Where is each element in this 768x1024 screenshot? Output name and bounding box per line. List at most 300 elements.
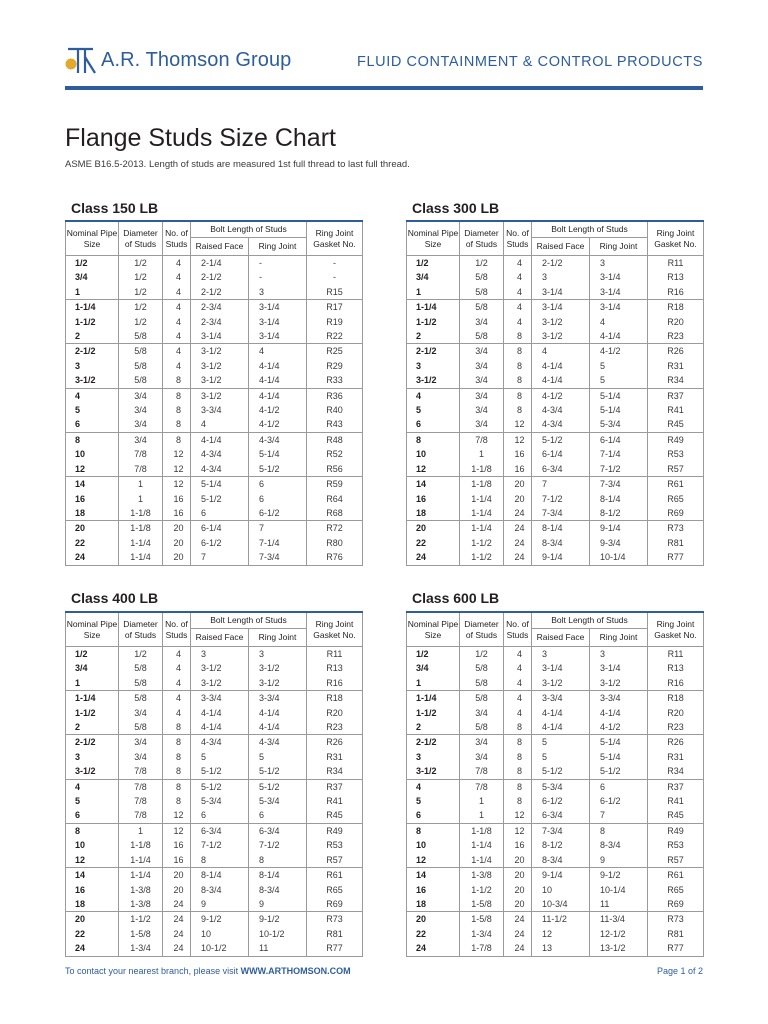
nominal-pipe-size: 3 [407, 359, 460, 373]
ring-joint-length: 5-1/4 [590, 388, 648, 403]
page-header [65, 44, 703, 78]
table-row [407, 477, 704, 492]
gasket-number: R41 [648, 794, 704, 808]
table-row [407, 403, 704, 417]
gasket-number: R65 [648, 883, 704, 897]
table-row [66, 661, 363, 675]
table-row [407, 270, 704, 284]
gasket-number: R23 [648, 329, 704, 344]
nominal-pipe-size: 16 [66, 492, 119, 506]
nominal-pipe-size: 3/4 [66, 661, 119, 675]
table-row [407, 927, 704, 941]
gasket-number: - [307, 256, 363, 271]
stud-count: 20 [163, 521, 191, 536]
table-row [407, 691, 704, 706]
ring-joint-length: 12-1/2 [590, 927, 648, 941]
nominal-pipe-size: 8 [66, 823, 119, 838]
stud-diameter: 1-1/4 [460, 506, 504, 521]
stud-count: 8 [504, 750, 532, 764]
raised-face-length: 8 [191, 853, 249, 868]
stud-diameter: 1-3/4 [460, 927, 504, 941]
stud-count: 24 [504, 927, 532, 941]
stud-count: 4 [504, 676, 532, 691]
nominal-pipe-size: 22 [66, 536, 119, 550]
stud-diameter: 1 [460, 808, 504, 823]
ring-joint-length: 5-3/4 [249, 794, 307, 808]
stud-count: 12 [163, 447, 191, 461]
website-link[interactable]: WWW.ARTHOMSON.COM [240, 966, 351, 976]
table-row [407, 912, 704, 927]
table-row [407, 285, 704, 300]
stud-count: 8 [504, 720, 532, 735]
raised-face-length: 3-1/2 [532, 315, 590, 329]
gasket-number: R57 [648, 462, 704, 477]
table-row [407, 750, 704, 764]
ring-joint-length: 9-1/4 [590, 521, 648, 536]
gasket-number: R34 [648, 764, 704, 779]
raised-face-length: 3-1/2 [191, 388, 249, 403]
raised-face-length: 3 [532, 647, 590, 662]
stud-diameter: 1/2 [460, 647, 504, 662]
ring-joint-length: 8 [590, 823, 648, 838]
column-header-ring-joint: Ring Joint [590, 629, 648, 647]
class-300-lb-heading: Class 300 LB [412, 200, 500, 216]
stud-count: 12 [504, 432, 532, 447]
nominal-pipe-size: 24 [66, 941, 119, 956]
stud-count: 4 [163, 344, 191, 359]
table-row [407, 521, 704, 536]
column-header-count: No. of Studs [163, 221, 191, 256]
ring-joint-length: 4-1/4 [249, 388, 307, 403]
ring-joint-length: 4 [590, 315, 648, 329]
stud-count: 20 [163, 868, 191, 883]
nominal-pipe-size: 10 [66, 447, 119, 461]
gasket-number: R73 [307, 912, 363, 927]
nominal-pipe-size: 1-1/4 [407, 300, 460, 315]
table-row [66, 941, 363, 956]
nominal-pipe-size: 14 [66, 868, 119, 883]
ring-joint-length: 11 [590, 897, 648, 912]
gasket-number: R41 [648, 403, 704, 417]
stud-diameter: 5/8 [119, 691, 163, 706]
nominal-pipe-size: 1-1/4 [66, 300, 119, 315]
table-row [66, 359, 363, 373]
stud-diameter: 5/8 [460, 661, 504, 675]
gasket-number: R20 [307, 706, 363, 720]
table-row [66, 462, 363, 477]
stud-count: 8 [504, 344, 532, 359]
stud-diameter: 5/8 [119, 720, 163, 735]
table-row [407, 492, 704, 506]
gasket-number: R16 [648, 676, 704, 691]
page-title: Flange Studs Size Chart [65, 124, 336, 152]
stud-diameter: 3/4 [460, 373, 504, 388]
logo-mark-icon [65, 44, 99, 74]
raised-face-length: 2-1/4 [191, 256, 249, 271]
ring-joint-length: 9-3/4 [590, 536, 648, 550]
ring-joint-length: 5-1/2 [249, 779, 307, 794]
nominal-pipe-size: 1-1/2 [407, 315, 460, 329]
ring-joint-length: 3-3/4 [249, 691, 307, 706]
table-row [407, 661, 704, 675]
raised-face-length: 3 [532, 270, 590, 284]
table-row [407, 764, 704, 779]
ring-joint-length: 13-1/2 [590, 941, 648, 956]
stud-diameter: 3/4 [119, 417, 163, 432]
raised-face-length: 6-3/4 [532, 462, 590, 477]
class-400-lb-table [65, 611, 363, 957]
stud-count: 8 [163, 750, 191, 764]
stud-diameter: 1 [119, 477, 163, 492]
table-row [66, 794, 363, 808]
raised-face-length: 5 [532, 750, 590, 764]
ring-joint-length: 5-1/4 [590, 735, 648, 750]
stud-diameter: 7/8 [119, 447, 163, 461]
nominal-pipe-size: 3-1/2 [407, 764, 460, 779]
table-row [66, 868, 363, 883]
ring-joint-length: 5 [590, 359, 648, 373]
nominal-pipe-size: 12 [66, 462, 119, 477]
ring-joint-length: 10-1/2 [249, 927, 307, 941]
raised-face-length: 8-3/4 [532, 853, 590, 868]
gasket-number: R31 [648, 359, 704, 373]
stud-diameter: 1/2 [119, 300, 163, 315]
raised-face-length: 5 [191, 750, 249, 764]
gasket-number: R26 [648, 344, 704, 359]
nominal-pipe-size: 2-1/2 [66, 735, 119, 750]
stud-diameter: 1-5/8 [460, 897, 504, 912]
nominal-pipe-size: 1 [407, 285, 460, 300]
table-row [407, 897, 704, 912]
stud-diameter: 1-1/4 [119, 550, 163, 565]
table-row [66, 764, 363, 779]
gasket-number: R57 [307, 853, 363, 868]
stud-diameter: 5/8 [460, 676, 504, 691]
table-row [66, 883, 363, 897]
stud-diameter: 1 [119, 492, 163, 506]
stud-diameter: 3/4 [460, 750, 504, 764]
stud-diameter: 5/8 [460, 285, 504, 300]
column-header-gasket: Ring Joint Gasket No. [648, 221, 704, 256]
nominal-pipe-size: 18 [66, 897, 119, 912]
stud-diameter: 3/4 [460, 403, 504, 417]
stud-count: 24 [504, 536, 532, 550]
raised-face-length: 7 [532, 477, 590, 492]
raised-face-length: 5-1/2 [532, 432, 590, 447]
raised-face-length: 3-1/2 [532, 329, 590, 344]
table-row [407, 853, 704, 868]
stud-count: 4 [163, 706, 191, 720]
stud-diameter: 1/2 [119, 285, 163, 300]
stud-count: 12 [163, 823, 191, 838]
raised-face-length: 12 [532, 927, 590, 941]
stud-count: 20 [504, 853, 532, 868]
gasket-number: R11 [648, 647, 704, 662]
stud-count: 20 [504, 883, 532, 897]
table-row [66, 853, 363, 868]
company-logo[interactable] [65, 44, 295, 74]
table-row [66, 838, 363, 852]
raised-face-length: 13 [532, 941, 590, 956]
ring-joint-length: 7-1/4 [249, 536, 307, 550]
stud-count: 8 [504, 373, 532, 388]
raised-face-length: 2-1/2 [532, 256, 590, 271]
column-header-bolt-length: Bolt Length of Studs [532, 612, 648, 629]
stud-count: 4 [504, 315, 532, 329]
table-row [407, 823, 704, 838]
stud-count: 8 [504, 794, 532, 808]
raised-face-length: 3-1/4 [532, 300, 590, 315]
raised-face-length: 9 [191, 897, 249, 912]
raised-face-length: 6 [191, 808, 249, 823]
table-row [66, 927, 363, 941]
gasket-number: R81 [648, 927, 704, 941]
table-row [66, 897, 363, 912]
nominal-pipe-size: 18 [66, 506, 119, 521]
nominal-pipe-size: 14 [407, 477, 460, 492]
ring-joint-length: 7-1/2 [590, 462, 648, 477]
gasket-number: R18 [307, 691, 363, 706]
raised-face-length: 3-3/4 [191, 403, 249, 417]
column-header-bolt-length: Bolt Length of Studs [191, 221, 307, 238]
stud-diameter: 5/8 [119, 676, 163, 691]
gasket-number: R65 [307, 883, 363, 897]
ring-joint-length: 5-1/4 [590, 750, 648, 764]
gasket-number: R73 [648, 912, 704, 927]
stud-count: 8 [163, 417, 191, 432]
column-header-bolt-length: Bolt Length of Studs [532, 221, 648, 238]
gasket-number: R33 [307, 373, 363, 388]
nominal-pipe-size: 1-1/2 [407, 706, 460, 720]
table-row [407, 417, 704, 432]
column-header-diameter: Diameter of Studs [119, 221, 163, 256]
table-row [66, 735, 363, 750]
table-row [66, 706, 363, 720]
raised-face-length: 3-1/2 [532, 676, 590, 691]
raised-face-length: 6-1/2 [532, 794, 590, 808]
stud-diameter: 7/8 [119, 462, 163, 477]
stud-diameter: 1-1/2 [460, 536, 504, 550]
raised-face-length: 4-1/4 [532, 373, 590, 388]
table-row [66, 477, 363, 492]
stud-count: 20 [163, 883, 191, 897]
gasket-number: R53 [648, 447, 704, 461]
ring-joint-length: 5 [249, 750, 307, 764]
stud-diameter: 1-1/8 [460, 477, 504, 492]
ring-joint-length: 8-3/4 [590, 838, 648, 852]
gasket-number: R11 [307, 647, 363, 662]
stud-count: 8 [163, 735, 191, 750]
ring-joint-length: 5-1/2 [590, 764, 648, 779]
raised-face-length: 7 [191, 550, 249, 565]
stud-diameter: 1-7/8 [460, 941, 504, 956]
class-600-lb-table [406, 611, 704, 957]
ring-joint-length: 8-3/4 [249, 883, 307, 897]
nominal-pipe-size: 1/2 [407, 647, 460, 662]
gasket-number: R41 [307, 794, 363, 808]
ring-joint-length: 10-1/4 [590, 883, 648, 897]
table-row [66, 823, 363, 838]
stud-count: 24 [504, 521, 532, 536]
raised-face-length: 3-1/2 [191, 373, 249, 388]
stud-count: 4 [163, 359, 191, 373]
stud-diameter: 5/8 [460, 720, 504, 735]
stud-count: 12 [163, 808, 191, 823]
gasket-number: R69 [307, 897, 363, 912]
ring-joint-length: 7 [590, 808, 648, 823]
raised-face-length: 3-1/4 [532, 285, 590, 300]
class-300-lb-table [406, 220, 704, 566]
raised-face-length: 2-1/2 [191, 285, 249, 300]
stud-diameter: 1-1/8 [460, 823, 504, 838]
nominal-pipe-size: 20 [407, 912, 460, 927]
stud-diameter: 3/4 [119, 706, 163, 720]
gasket-number: R37 [307, 779, 363, 794]
ring-joint-length: 3-1/4 [249, 329, 307, 344]
table-row [66, 447, 363, 461]
stud-diameter: 1/2 [119, 270, 163, 284]
nominal-pipe-size: 5 [407, 403, 460, 417]
table-row [66, 388, 363, 403]
ring-joint-length: 5-1/2 [249, 462, 307, 477]
raised-face-length: 4-3/4 [532, 417, 590, 432]
gasket-number: R61 [648, 868, 704, 883]
nominal-pipe-size: 8 [66, 432, 119, 447]
stud-count: 4 [163, 300, 191, 315]
stud-count: 4 [163, 329, 191, 344]
gasket-number: R13 [648, 661, 704, 675]
column-header-diameter: Diameter of Studs [460, 612, 504, 647]
page-number: Page 1 of 2 [656, 966, 703, 976]
stud-count: 4 [504, 661, 532, 675]
gasket-number: R37 [648, 779, 704, 794]
stud-count: 16 [163, 838, 191, 852]
column-header-diameter: Diameter of Studs [119, 612, 163, 647]
stud-count: 20 [504, 477, 532, 492]
gasket-number: R49 [648, 432, 704, 447]
ring-joint-length: 3 [590, 647, 648, 662]
stud-count: 8 [504, 735, 532, 750]
nominal-pipe-size: 1/2 [407, 256, 460, 271]
stud-count: 8 [163, 388, 191, 403]
stud-count: 24 [163, 912, 191, 927]
stud-diameter: 5/8 [460, 691, 504, 706]
gasket-number: R37 [648, 388, 704, 403]
stud-count: 4 [504, 270, 532, 284]
gasket-number: R18 [648, 691, 704, 706]
stud-diameter: 5/8 [119, 661, 163, 675]
column-header-raised-face: Raised Face [532, 238, 590, 256]
stud-diameter: 1-5/8 [460, 912, 504, 927]
stud-diameter: 1-1/8 [119, 521, 163, 536]
raised-face-length: 2-3/4 [191, 315, 249, 329]
ring-joint-length: 3-1/4 [590, 300, 648, 315]
gasket-number: R81 [648, 536, 704, 550]
stud-count: 24 [504, 506, 532, 521]
ring-joint-length: - [249, 256, 307, 271]
ring-joint-length: 4-1/4 [249, 359, 307, 373]
nominal-pipe-size: 1 [407, 676, 460, 691]
nominal-pipe-size: 16 [66, 883, 119, 897]
raised-face-length: 4-1/4 [532, 359, 590, 373]
gasket-number: R77 [648, 941, 704, 956]
gasket-number: R25 [307, 344, 363, 359]
column-header-gasket: Ring Joint Gasket No. [307, 612, 363, 647]
table-row [66, 550, 363, 565]
gasket-number: R45 [648, 417, 704, 432]
raised-face-length: 6-3/4 [532, 808, 590, 823]
stud-count: 8 [163, 373, 191, 388]
raised-face-length: 5-1/2 [191, 492, 249, 506]
stud-diameter: 1-3/8 [460, 868, 504, 883]
ring-joint-length: 6 [590, 779, 648, 794]
stud-count: 8 [504, 388, 532, 403]
column-header-nps: Nominal Pipe Size [66, 221, 119, 256]
raised-face-length: 3-1/2 [191, 661, 249, 675]
gasket-number: R52 [307, 447, 363, 461]
raised-face-length: 4-3/4 [191, 462, 249, 477]
column-header-count: No. of Studs [504, 612, 532, 647]
ring-joint-length: 6 [249, 477, 307, 492]
raised-face-length: 8-3/4 [191, 883, 249, 897]
stud-diameter: 1-5/8 [119, 927, 163, 941]
table-row [66, 676, 363, 691]
table-row [407, 432, 704, 447]
raised-face-length: 2-1/2 [191, 270, 249, 284]
stud-count: 16 [163, 853, 191, 868]
gasket-number: R26 [648, 735, 704, 750]
ring-joint-length: 4-1/2 [590, 344, 648, 359]
nominal-pipe-size: 24 [66, 550, 119, 565]
table-row [407, 388, 704, 403]
table-row [66, 779, 363, 794]
ring-joint-length: 6-1/2 [590, 794, 648, 808]
table-row [407, 720, 704, 735]
ring-joint-length: 5-1/2 [249, 764, 307, 779]
stud-diameter: 1-1/4 [119, 536, 163, 550]
table-row [407, 506, 704, 521]
nominal-pipe-size: 1/2 [66, 256, 119, 271]
stud-diameter: 7/8 [460, 764, 504, 779]
nominal-pipe-size: 14 [66, 477, 119, 492]
stud-diameter: 1 [119, 823, 163, 838]
gasket-number: R68 [307, 506, 363, 521]
ring-joint-length: 3 [249, 647, 307, 662]
gasket-number: R48 [307, 432, 363, 447]
stud-count: 16 [163, 492, 191, 506]
nominal-pipe-size: 5 [66, 794, 119, 808]
stud-count: 8 [504, 359, 532, 373]
stud-count: 4 [163, 270, 191, 284]
gasket-number: R34 [648, 373, 704, 388]
table-row [407, 779, 704, 794]
stud-count: 12 [163, 462, 191, 477]
stud-count: 8 [504, 403, 532, 417]
stud-diameter: 5/8 [460, 329, 504, 344]
ring-joint-length: 5-1/4 [590, 403, 648, 417]
class-600-lb-heading: Class 600 LB [412, 590, 500, 606]
table-row [407, 315, 704, 329]
ring-joint-length: 8-1/4 [249, 868, 307, 883]
stud-count: 4 [163, 285, 191, 300]
stud-count: 24 [163, 941, 191, 956]
ring-joint-length: 4-1/2 [249, 403, 307, 417]
gasket-number: R57 [648, 853, 704, 868]
nominal-pipe-size: 1 [66, 676, 119, 691]
nominal-pipe-size: 8 [407, 432, 460, 447]
ring-joint-length: 3-1/2 [590, 676, 648, 691]
raised-face-length: 5-1/2 [532, 764, 590, 779]
